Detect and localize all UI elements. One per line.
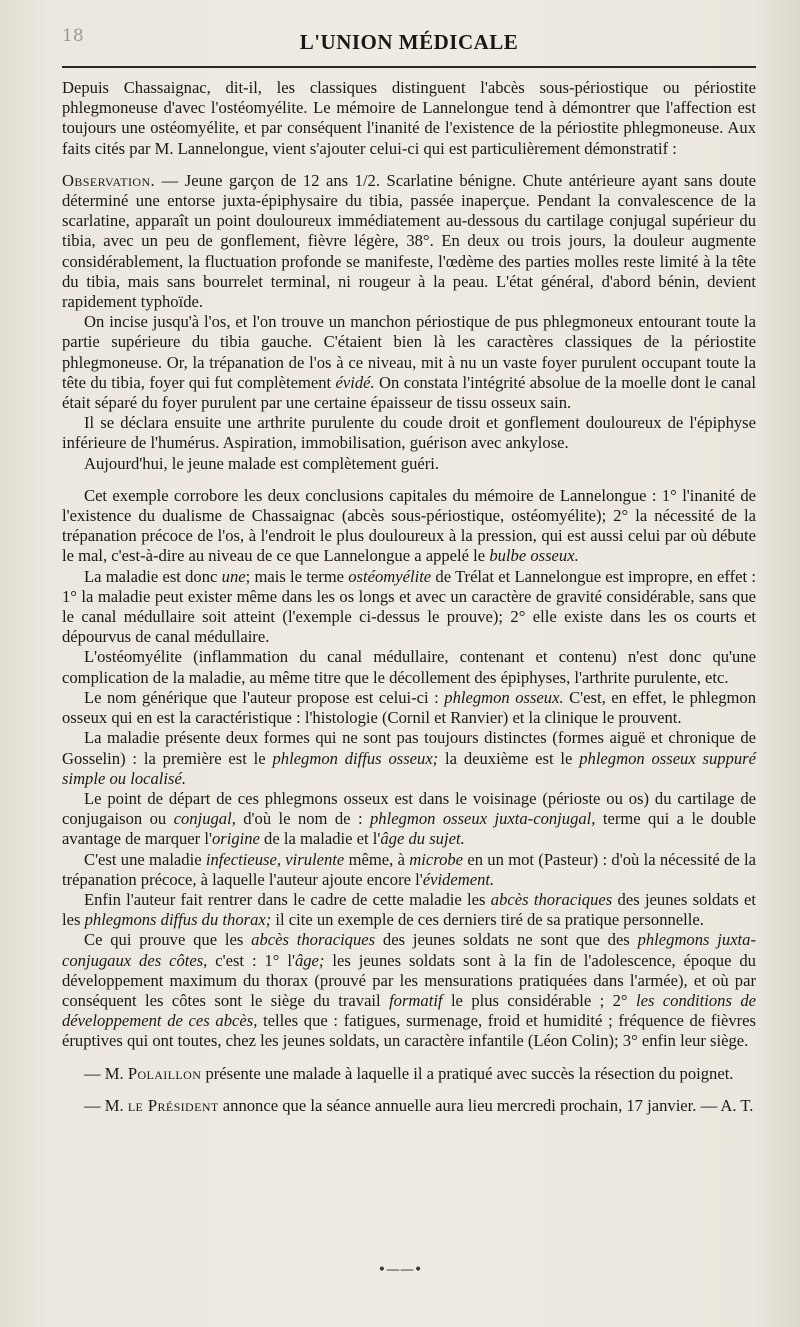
paragraph: Aujourd'hui, le jeune malade est complètement guéri. — [84, 453, 440, 473]
paragraph: Enfin l'auteur fait rentrer dans le cadre de cette maladie les abcès thoraciques des jeunes soldats et les phlegmons diffus du thorax; il cite un exemple de ces derniers tiré de sa pratique personnelle. — [62, 889, 757, 930]
paragraph: C'est une maladie infectieuse, virulente même, à microbe en un mot (Pasteur) : d'où la nécessité de la trépanation précoce, à laquelle l'auteur ajoute encore l'évidement. — [62, 849, 757, 889]
paragraph: Le nom générique que l'auteur propose est celui-ci : phlegmon osseux. C'est, en effet, le phlegmon osseux qui en est la caractéristique : l'histologie (Cornil et Ranvier) et la clinique le prouvent. — [62, 687, 756, 728]
running-title: L'UNION MÉDICALE — [299, 30, 519, 54]
paragraph: Ce qui prouve que les abcès thoraciques des jeunes soldats ne sont que des phlegmons juxta-conjugaux des côtes, c'est : 1° l'âge; les jeunes soldats sont à la fin de l'adolescence, époque du développement maximum du thorax (prouvé par les mensurations pratiquées dans l'armée), et où par conséquent les côtes sont le siège du travail formatif le plus considérable ; 2° les conditions de développement de ces abcès, telles que : fatigues, surmenage, froid et humidité ; fréquence de fièvres éruptives qui ont toutes, chez les jeunes soldats, un caractère infantile (Léon Colin); 3° enfin leur siège. — [62, 930, 756, 1051]
speaker-name: le Président — [127, 1095, 219, 1115]
observation-paragraph: Observation. — Jeune garçon de 12 ans 1/2. Scarlatine bénigne. Chute antérieure ayant sans doute déterminé une entorse juxta-épiphysaire du tibia, passée inaperçue. Pendant la convalescence de la scarlatine, apparaît un point douloureux immédiatement au-dessous du cartilage conjugal supérieur du tibia, avec un peu de gonflement, fièvre légère, 38°. En deux ou trois jours, la douleur augmente considérablement, la fluctuation profonde se manifeste, l'œdème des parties molles reste limité à la tête du tibia, mais sans bourrelet terminal, ni rougeur à la peau. L'état général, d'abord bénin, devient rapidement typhoïde. — [62, 170, 756, 312]
speaker-name: Polaillon — [127, 1063, 202, 1083]
paragraph: Depuis Chassaignac, dit-il, les classiques distinguent l'abcès sous-périostique ou périostite phlegmoneuse d'avec l'ostéomyélite. Le mémoire de Lannelongue tend à démontrer que l'affection est toujours une ostéomyélite, et par conséquent l'inanité de l'existence de la périostite phlegmoneuse. Aux faits cités par M. Lannelongue, vient s'ajouter celui-ci qui est particulièrement démonstratif : — [62, 78, 756, 158]
paragraph: Le point de départ de ces phlegmons osseux est dans le voisinage (périoste ou os) du cartilage de conjugaison ou conjugal, d'où le nom de : phlegmon osseux juxta-conjugal, terme qui a le double avantage de marquer l'origine de la maladie et l'âge du sujet. — [62, 788, 756, 849]
paragraph: Il se déclara ensuite une arthrite purulente du coude droit et gonflement douloureux de l'épiphyse inférieure de l'humérus. Aspiration, immobilisation, guérison avec ankylose. — [62, 413, 756, 453]
paragraph: L'ostéomyélite (inflammation du canal médullaire, contenant et contenu) n'est donc qu'une complication de la maladie, au même titre que le décollement des épiphyses, l'arthrite purulente, etc. — [62, 647, 756, 687]
paragraph: La maladie est donc une; mais le terme ostéomyélite de Trélat et Lannelongue est impropre, en effet : 1° la maladie peut exister même dans les os longs et avec un caractère de gravité considérable, sans que le canal médullaire soit atteint (l'exemple ci-dessus le prouve); 2° elle existe dans les os courts et dépourvus de canal médullaire. — [62, 566, 756, 647]
paragraph: On incise jusqu'à l'os, et l'on trouve un manchon périostique de pus phlegmoneux entourant toute la partie supérieure du tibia gauche. C'étaient bien là les caractères classiques de la périostite phlegmoneuse. Or, la trépanation de l'os à ce niveau, mit à nu un vaste foyer purulent occupant toute la tête du tibia, foyer qui fut complètement évidé. On constata l'intégrité absolue de la moelle dont le canal était séparé du foyer purulent par une certaine épaisseur de tissu osseux sain. — [62, 312, 756, 413]
page-number: 18 — [62, 26, 84, 46]
article-body — [62, 78, 756, 1116]
paragraph: — M. Polaillon présente une malade à laquelle il a pratiqué avec succès la résection du poignet. — [84, 1063, 734, 1083]
paragraph: Cet exemple corrobore les deux conclusions capitales du mémoire de Lannelongue : 1° l'inanité de l'existence du dualisme de Chassaignac (abcès sous-périostique, ostéomyélite); 2° la nécessité de la trépanation précoce de l'os, à l'endroit le plus douloureux à la pression, qui est aussi celui par où débute le mal, c'est-à-dire au niveau de ce que Lannelongue a appelé le bulbe osseux. — [62, 485, 756, 566]
page-header — [62, 24, 756, 58]
paragraph: La maladie présente deux formes qui ne sont pas toujours distinctes (formes aiguë et chronique de Gosselin) : la première est le phlegmon diffus osseux; la deuxième est le phlegmon osseux suppuré simple ou localisé. — [62, 728, 757, 788]
paragraph: — M. le Président annonce que la séance annuelle aura lieu mercredi prochain, 17 janvier. — A. T. — [84, 1095, 754, 1115]
header-rule — [62, 66, 756, 68]
footer-ornament: •——• — [377, 1262, 423, 1278]
observation-label: Observation. — [62, 170, 156, 190]
